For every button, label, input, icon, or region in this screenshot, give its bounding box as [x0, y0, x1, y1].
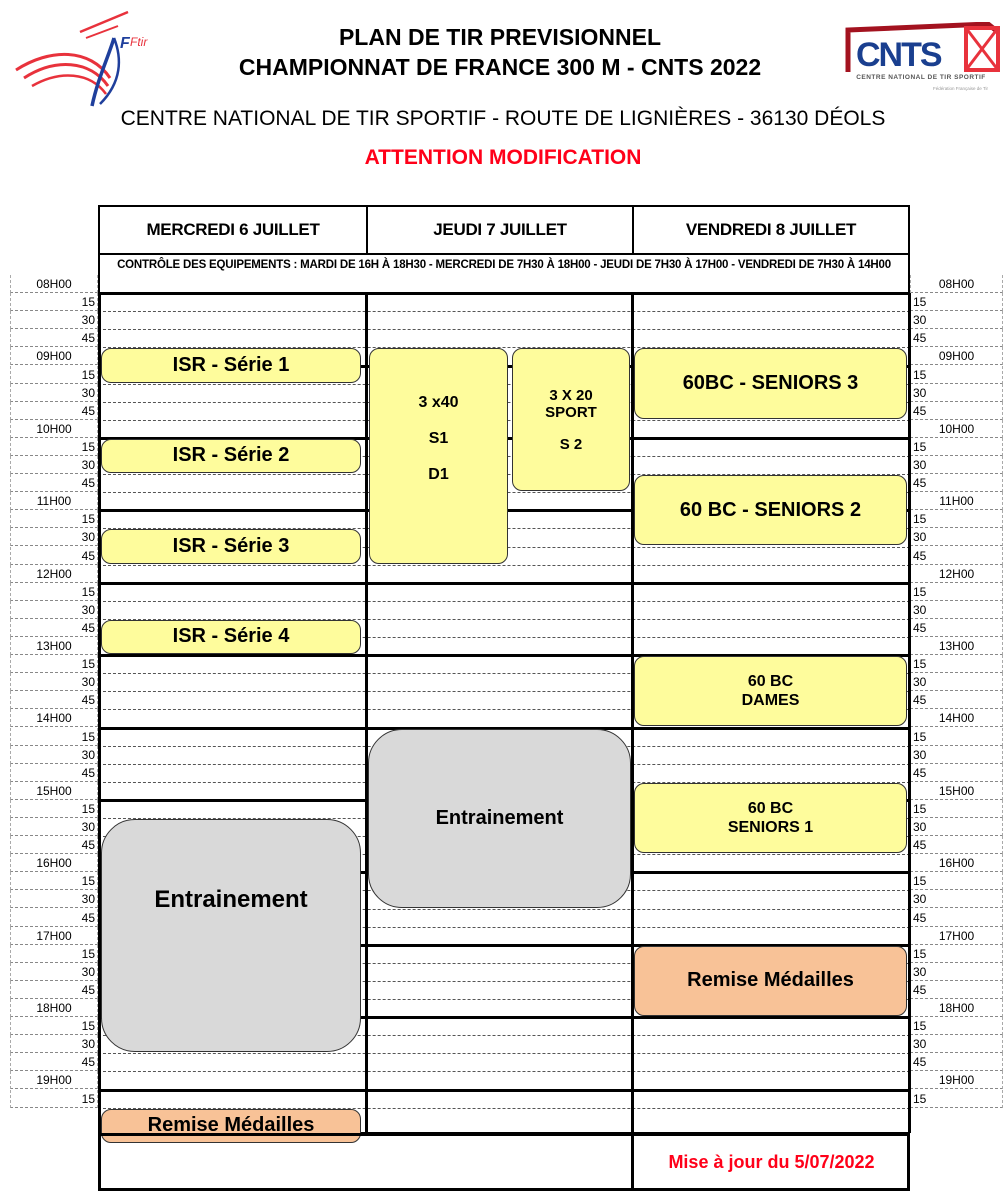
- event-label-line: Entrainement: [154, 886, 308, 913]
- time-label-quarter: 30: [910, 818, 1003, 836]
- event-label-line: S1: [428, 430, 449, 448]
- time-label-hour: 13H00: [10, 637, 98, 655]
- day-label: VENDREDI 8 JUILLET: [685, 220, 857, 239]
- time-label-quarter: 15: [10, 438, 98, 456]
- time-label-hour: 19H00: [10, 1071, 98, 1089]
- time-label-quarter: 45: [910, 1053, 1003, 1071]
- time-label-hour: 14H00: [10, 709, 98, 727]
- time-label-quarter: 45: [10, 836, 98, 854]
- event-competition-isr-s-rie-2[interactable]: [101, 439, 361, 473]
- time-label-quarter: 30: [910, 673, 1003, 691]
- hour-divider: [98, 1089, 910, 1092]
- time-label-hour: 17H00: [910, 927, 1003, 945]
- time-label-quarter: 45: [10, 547, 98, 565]
- event-label: [173, 444, 290, 467]
- time-label-quarter: 45: [10, 691, 98, 709]
- time-label-quarter: 15: [910, 728, 1003, 746]
- time-label-hour: 09H00: [10, 347, 98, 365]
- event-label: [742, 672, 800, 710]
- time-label-hour: 15H00: [910, 782, 1003, 800]
- time-label-quarter: 30: [10, 1035, 98, 1053]
- event-label: [173, 354, 290, 377]
- time-label-quarter: 30: [910, 384, 1003, 402]
- event-training-entrainement[interactable]: [101, 819, 361, 1052]
- fftir-logo: [10, 8, 170, 108]
- event-label-line: Remise Médailles: [687, 969, 854, 992]
- event-label: [683, 372, 859, 395]
- event-training-entrainement[interactable]: [368, 729, 631, 908]
- time-label-quarter: 45: [910, 402, 1003, 420]
- time-label-quarter: 45: [10, 981, 98, 999]
- event-label-line: D1: [428, 466, 449, 484]
- time-label-hour: 19H00: [910, 1071, 1003, 1089]
- time-label-hour: 15H00: [10, 782, 98, 800]
- event-competition-isr-s-rie-4[interactable]: [101, 620, 361, 654]
- quarter-divider: [98, 329, 910, 330]
- event-competition-3-x-20-sport-s-2[interactable]: [512, 348, 630, 491]
- event-label: [687, 969, 854, 992]
- time-label-quarter: 15: [10, 872, 98, 890]
- event-label-line: 60BC - SENIORS 3: [682, 372, 859, 395]
- equipment-control-notice: CONTRÔLE DES EQUIPEMENTS : MARDI DE 16H À 18H30 - MERCREDI DE 7H30 À 18H00 - JEUDI DE 7H30 À 17H00 - VENDREDI DE 7H30 À 14H00: [98, 253, 910, 295]
- time-label-hour: 12H00: [10, 565, 98, 583]
- time-label-quarter: 15: [10, 945, 98, 963]
- event-label: [728, 799, 813, 837]
- event-competition-60bc-seniors-3[interactable]: [634, 348, 907, 418]
- event-competition-isr-s-rie-1[interactable]: [101, 348, 361, 382]
- time-label-quarter: 30: [10, 311, 98, 329]
- event-label-line: 3 x40: [418, 394, 459, 412]
- event-label-line: 60 BC: [747, 799, 794, 817]
- time-label-hour: 10H00: [910, 420, 1003, 438]
- time-label-hour: 16H00: [910, 854, 1003, 872]
- event-label-line: 60 BC: [747, 673, 794, 691]
- time-label-quarter: 30: [910, 746, 1003, 764]
- hour-divider: [98, 582, 910, 585]
- time-label-quarter: 45: [10, 909, 98, 927]
- event-label-line: DAMES: [741, 692, 800, 710]
- time-label-hour: 09H00: [910, 347, 1003, 365]
- time-label-quarter: 45: [10, 329, 98, 347]
- day-header-friday: [632, 205, 910, 255]
- modification-notice: ATTENTION MODIFICATION: [364, 146, 642, 169]
- time-label-quarter: 15: [910, 1090, 1003, 1108]
- event-competition-60-bc-seniors-2[interactable]: [634, 475, 907, 545]
- venue-address: CENTRE NATIONAL DE TIR SPORTIF - ROUTE DE LIGNIÈRES - 36130 DÉOLS: [120, 107, 886, 130]
- day-header-thursday: [366, 205, 634, 255]
- quarter-divider: [98, 1053, 910, 1054]
- time-label-hour: 12H00: [910, 565, 1003, 583]
- event-label-line: ISR - Série 3: [172, 534, 290, 557]
- svg-text:Ftir: Ftir: [130, 35, 148, 49]
- time-label-quarter: 15: [10, 1090, 98, 1108]
- event-label-line: SENIORS 1: [727, 818, 814, 836]
- time-label-quarter: 45: [910, 329, 1003, 347]
- time-label-quarter: 15: [910, 800, 1003, 818]
- event-label-line: [545, 421, 597, 436]
- event-label: [173, 535, 290, 558]
- day-label: MERCREDI 6 JUILLET: [146, 220, 320, 239]
- time-label-quarter: 15: [10, 655, 98, 673]
- fftir-logo-text: F: [120, 35, 130, 52]
- time-label-quarter: 30: [910, 601, 1003, 619]
- event-label-line: SPORT: [545, 403, 597, 421]
- time-label-quarter: 15: [10, 1017, 98, 1035]
- time-label-quarter: 15: [910, 438, 1003, 456]
- event-ceremony-remise-m-dailles[interactable]: [634, 946, 907, 1016]
- time-label-hour: 18H00: [910, 999, 1003, 1017]
- event-label-line: S 2: [559, 435, 583, 453]
- time-label-hour: 14H00: [910, 709, 1003, 727]
- time-label-quarter: 30: [10, 673, 98, 691]
- time-label-quarter: 30: [910, 1035, 1003, 1053]
- time-label-hour: 08H00: [10, 275, 98, 293]
- time-label-quarter: 30: [10, 890, 98, 908]
- time-label-quarter: 15: [910, 655, 1003, 673]
- time-label-hour: 11H00: [10, 492, 98, 510]
- time-label-quarter: 15: [910, 945, 1003, 963]
- time-label-hour: 17H00: [10, 927, 98, 945]
- time-label-quarter: 45: [10, 619, 98, 637]
- cnts-logo-tagline: CENTRE NATIONAL DE TIR SPORTIF: [856, 74, 986, 81]
- time-label-quarter: 30: [10, 746, 98, 764]
- time-label-quarter: 45: [910, 764, 1003, 782]
- time-label-quarter: 15: [910, 510, 1003, 528]
- time-label-quarter: 30: [10, 818, 98, 836]
- time-label-quarter: 30: [910, 963, 1003, 981]
- quarter-divider: [98, 601, 910, 602]
- time-label-quarter: 45: [10, 474, 98, 492]
- time-label-quarter: 30: [10, 456, 98, 474]
- time-label-hour: 08H00: [910, 275, 1003, 293]
- update-note: Mise à jour du 5/07/2022: [668, 1151, 875, 1172]
- day-label: JEUDI 7 JUILLET: [433, 220, 567, 239]
- event-label-line: 60 BC - SENIORS 2: [679, 498, 862, 521]
- event-label-line: ISR - Série 2: [172, 444, 290, 467]
- time-label-quarter: 15: [10, 510, 98, 528]
- time-label-quarter: 45: [910, 836, 1003, 854]
- time-label-hour: 16H00: [10, 854, 98, 872]
- cnts-logo-text: CNTS: [856, 36, 941, 74]
- time-label-quarter: 30: [910, 890, 1003, 908]
- event-label-line: ISR - Série 4: [172, 625, 290, 648]
- event-competition-3-x40-s1-d1[interactable]: [369, 348, 508, 563]
- time-label-quarter: 15: [910, 1017, 1003, 1035]
- column-divider: [365, 293, 368, 1133]
- time-label-quarter: 15: [910, 293, 1003, 311]
- time-label-quarter: 45: [10, 402, 98, 420]
- event-competition-60-bc-seniors-1[interactable]: [634, 783, 907, 853]
- time-label-quarter: 30: [910, 456, 1003, 474]
- event-label: [173, 625, 290, 648]
- event-competition-60-bc-dames[interactable]: [634, 656, 907, 726]
- event-label: [545, 387, 597, 453]
- quarter-divider: [98, 1071, 910, 1072]
- time-label-hour: 10H00: [10, 420, 98, 438]
- time-label-quarter: 30: [10, 963, 98, 981]
- time-label-quarter: 45: [10, 1053, 98, 1071]
- event-label: [680, 499, 861, 522]
- time-label-quarter: 15: [10, 800, 98, 818]
- time-label-quarter: 30: [910, 311, 1003, 329]
- time-label-quarter: 15: [10, 366, 98, 384]
- cnts-logo: [838, 22, 1004, 102]
- hour-divider: [98, 292, 910, 295]
- cnts-logo-subtagline: Fédération Française de Tir: [933, 86, 989, 91]
- time-label-quarter: 45: [910, 691, 1003, 709]
- time-label-hour: 13H00: [910, 637, 1003, 655]
- event-competition-isr-s-rie-3[interactable]: [101, 529, 361, 563]
- time-label-quarter: 30: [10, 601, 98, 619]
- event-label: [154, 886, 307, 914]
- time-label-quarter: 45: [910, 981, 1003, 999]
- event-label: [436, 807, 564, 830]
- time-label-quarter: 15: [910, 872, 1003, 890]
- time-label-quarter: 30: [910, 528, 1003, 546]
- time-label-quarter: 45: [910, 474, 1003, 492]
- time-label-quarter: 45: [910, 547, 1003, 565]
- time-label-quarter: 30: [10, 528, 98, 546]
- quarter-divider: [98, 311, 910, 312]
- title-line-1: PLAN DE TIR PREVISIONNEL: [338, 24, 662, 50]
- time-label-quarter: 15: [10, 583, 98, 601]
- time-label-quarter: 15: [910, 366, 1003, 384]
- column-divider: [908, 293, 911, 1133]
- time-label-quarter: 15: [10, 293, 98, 311]
- time-label-quarter: 45: [910, 619, 1003, 637]
- event-label-line: ISR - Série 1: [172, 353, 290, 376]
- time-label-quarter: 15: [910, 583, 1003, 601]
- event-label-line: Remise Médailles: [147, 1114, 315, 1137]
- time-label-quarter: 15: [10, 728, 98, 746]
- time-label-hour: 11H00: [910, 492, 1003, 510]
- event-label-line: 3 X 20: [549, 386, 593, 404]
- time-label-hour: 18H00: [10, 999, 98, 1017]
- day-header-wednesday: [98, 205, 368, 255]
- title-line-2: CHAMPIONNAT DE FRANCE 300 M - CNTS 2022: [238, 54, 762, 80]
- time-label-quarter: 45: [910, 909, 1003, 927]
- time-label-quarter: 30: [10, 384, 98, 402]
- time-label-quarter: 45: [10, 764, 98, 782]
- event-label-line: Entrainement: [435, 806, 564, 829]
- event-label: [418, 385, 458, 493]
- quarter-divider: [98, 565, 910, 566]
